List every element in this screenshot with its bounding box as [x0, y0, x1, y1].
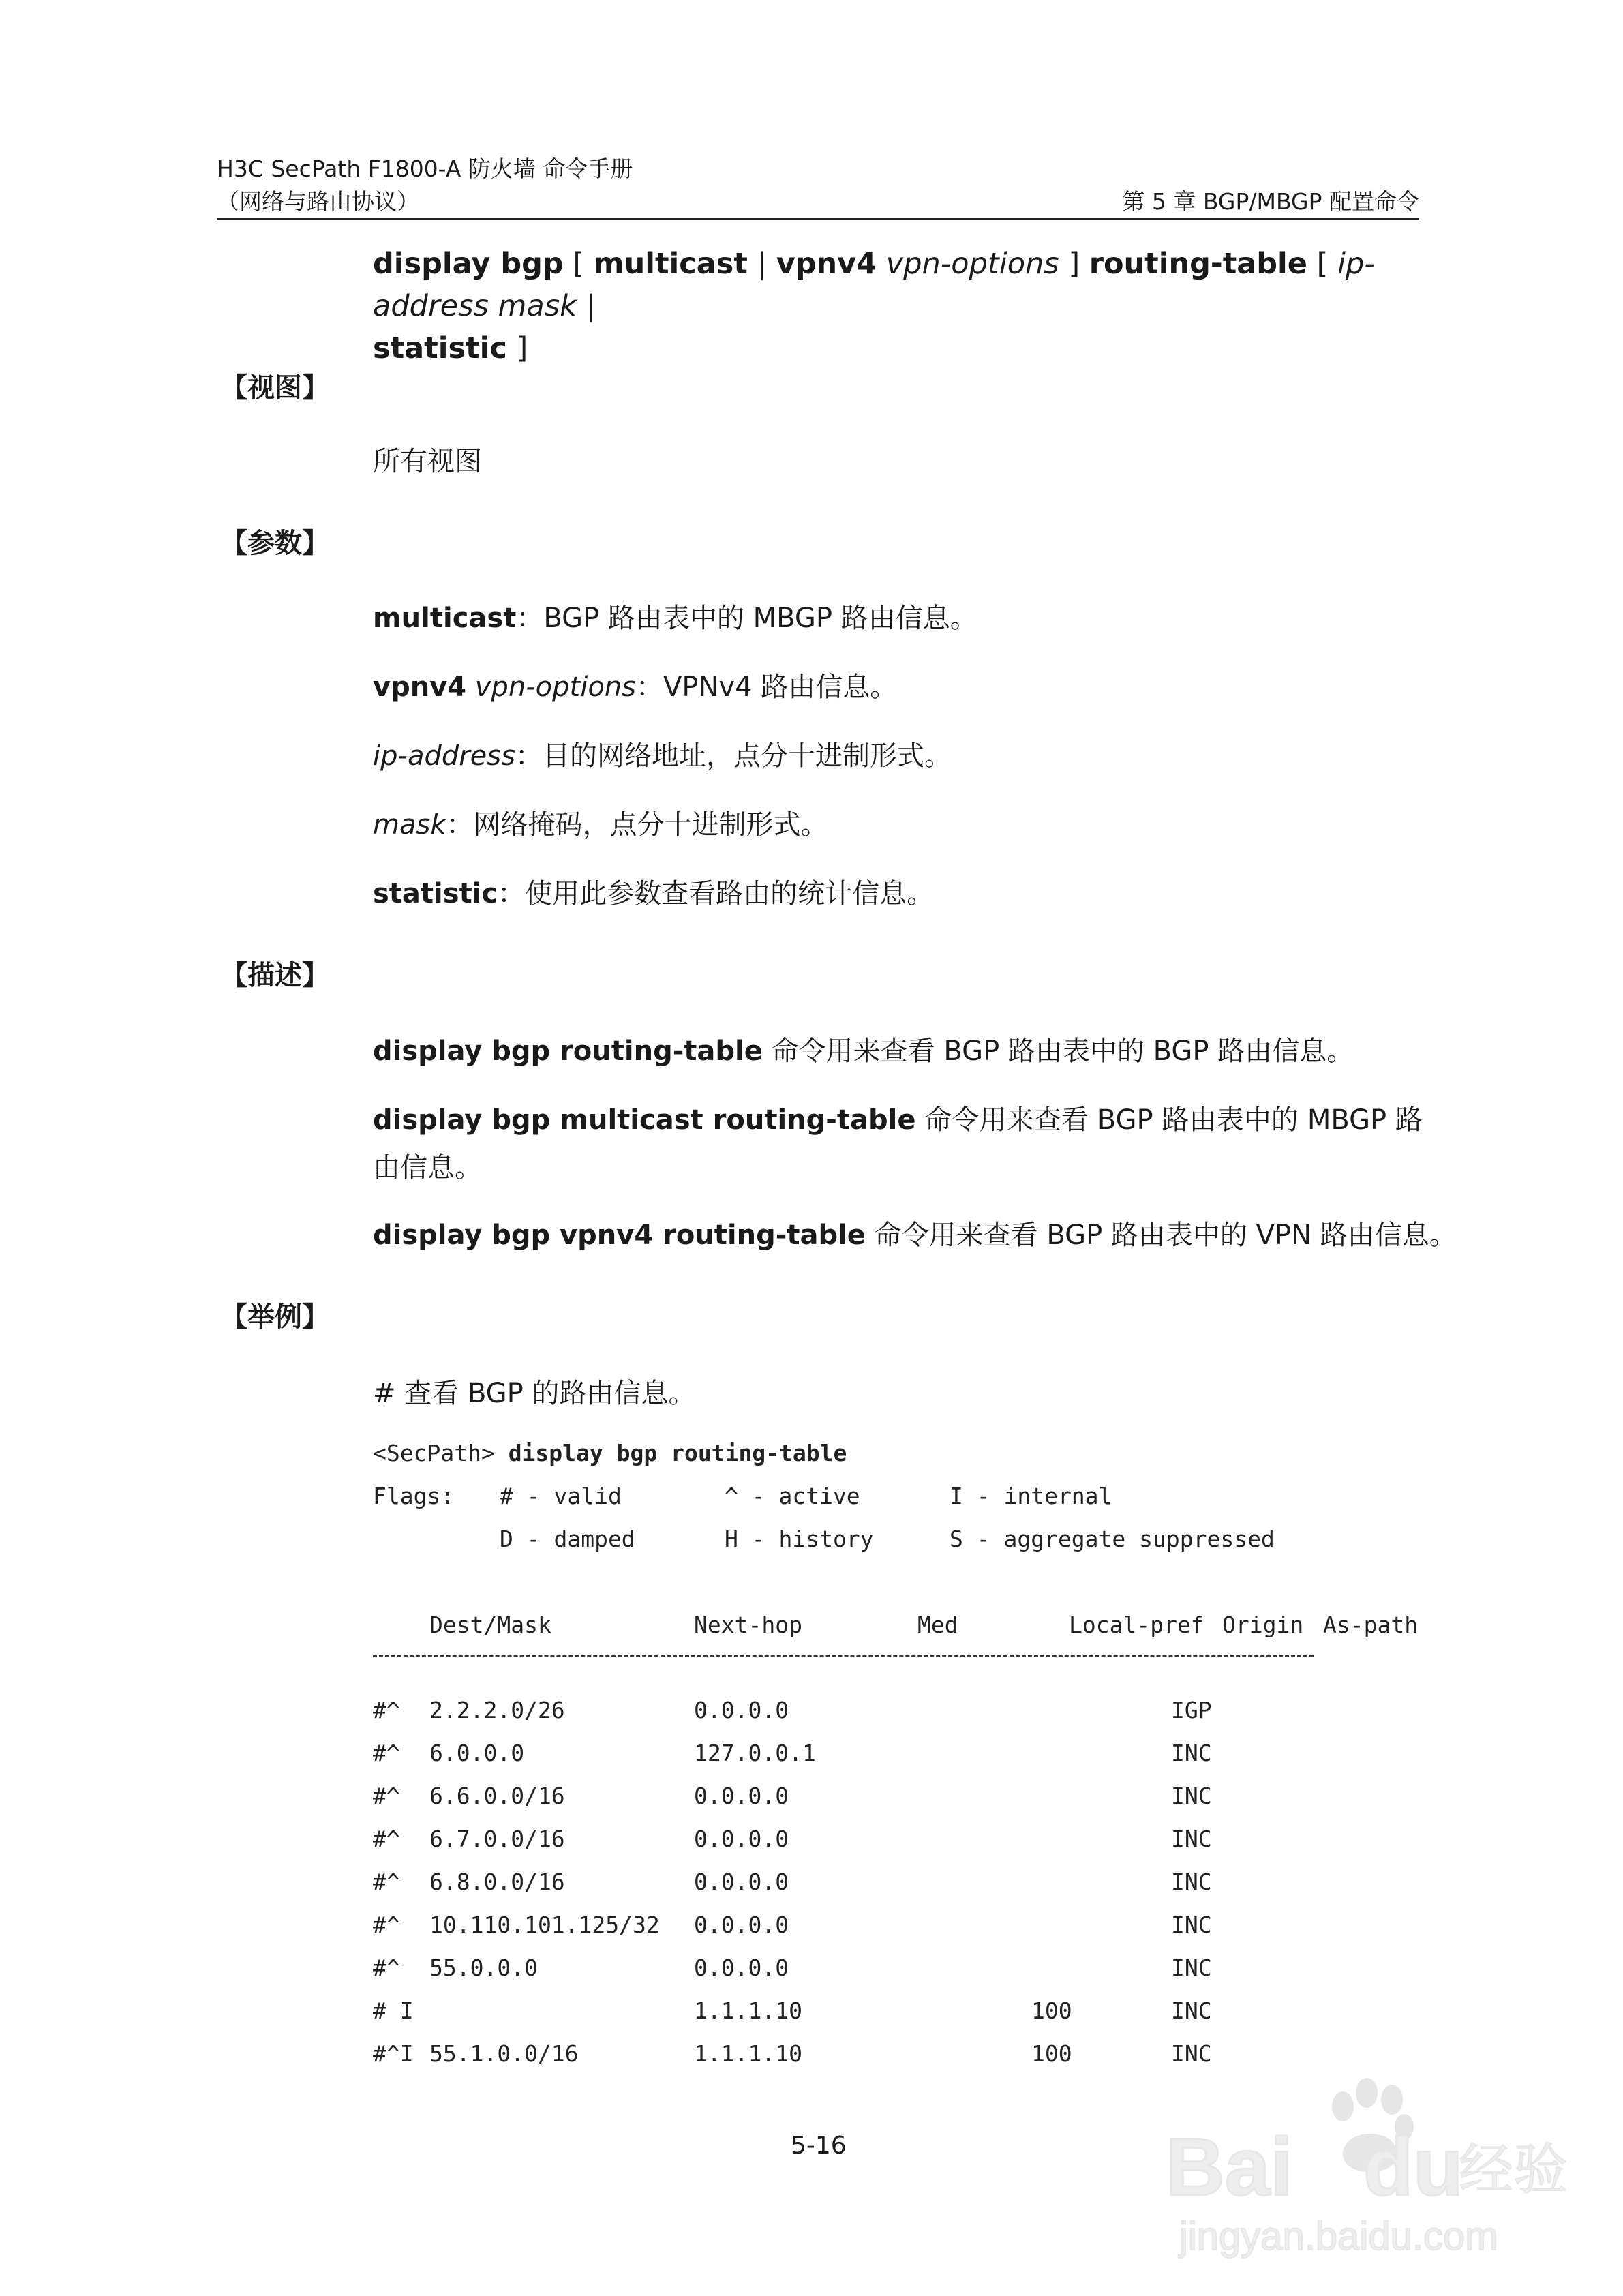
flag-active: ^ - active — [725, 1483, 860, 1509]
route-origin: INC — [1171, 1997, 1212, 2024]
col-local-pref: Local-pref — [1069, 1612, 1204, 1638]
view-text: 所有视图 — [373, 446, 482, 477]
command-syntax — [373, 243, 1423, 369]
param-sep: ： — [635, 671, 663, 703]
route-origin: INC — [1171, 2040, 1212, 2067]
desc-text: 命令用来查看 BGP 路由表中的 VPN 路由信息。 — [865, 1220, 1457, 1251]
svg-text:du: du — [1363, 2121, 1463, 2213]
flag-valid: # - valid — [500, 1483, 622, 1509]
desc-cmd: display bgp vpnv4 routing-table — [373, 1220, 866, 1251]
param-text: VPNv4 路由信息。 — [663, 671, 898, 703]
route-next-hop: 127.0.0.1 — [694, 1740, 816, 1766]
param-name: multicast — [373, 603, 517, 634]
svg-text:jingyan.baidu.com: jingyan.baidu.com — [1179, 2214, 1498, 2259]
param-extra: vpn-options — [466, 671, 636, 703]
route-flag: #^ — [373, 1783, 400, 1809]
header-rule — [217, 218, 1419, 220]
route-next-hop: 1.1.1.10 — [694, 2040, 802, 2067]
terminal-command: display bgp routing-table — [508, 1440, 847, 1466]
param-sep: ： — [446, 809, 474, 841]
route-origin: INC — [1171, 1912, 1212, 1938]
route-origin: INC — [1171, 1954, 1212, 1981]
route-flag: #^ — [373, 1740, 400, 1766]
route-dest: 2.2.2.0/26 — [429, 1697, 565, 1723]
syntax-bracket: [ — [563, 247, 594, 281]
svg-text:Bai: Bai — [1166, 2121, 1293, 2213]
table-divider — [373, 1655, 1314, 1657]
route-flag: #^ — [373, 1954, 400, 1981]
section-params: 【参数】 — [220, 528, 329, 559]
section-view: 【视图】 — [220, 372, 329, 404]
route-origin: INC — [1171, 1740, 1212, 1766]
param-mask — [373, 805, 828, 845]
route-next-hop: 0.0.0.0 — [694, 1826, 789, 1852]
route-flag: #^ — [373, 1869, 400, 1895]
col-dest-mask: Dest/Mask — [429, 1612, 551, 1638]
section-example: 【举例】 — [220, 1301, 329, 1333]
route-dest: 55.1.0.0/16 — [429, 2040, 579, 2067]
syntax-display-bgp: display bgp — [373, 247, 564, 281]
syntax-multicast: multicast — [593, 247, 748, 281]
baidu-watermark-logo — [1159, 2059, 1568, 2263]
route-origin: INC — [1171, 1869, 1212, 1895]
route-next-hop: 0.0.0.0 — [694, 1869, 789, 1895]
syntax-statistic: statistic — [373, 331, 507, 365]
header-subtitle: （网络与路由协议） — [217, 188, 419, 215]
route-origin: IGP — [1171, 1697, 1212, 1723]
col-origin: Origin — [1222, 1612, 1304, 1638]
svg-text:经验: 经验 — [1459, 2138, 1568, 2201]
section-desc: 【描述】 — [220, 960, 329, 991]
desc-cmd: display bgp routing-table — [373, 1036, 763, 1067]
route-local-pref: 100 — [1031, 1997, 1072, 2024]
param-name: mask — [373, 809, 446, 841]
terminal-prompt: <SecPath> — [373, 1440, 509, 1466]
param-name: ip-address — [373, 740, 515, 772]
route-local-pref: 100 — [1031, 2040, 1072, 2067]
route-flag: # I — [373, 1997, 414, 2024]
syntax-bracket-close: ] — [1059, 247, 1089, 281]
route-origin: INC — [1171, 1826, 1212, 1852]
flag-internal: I - internal — [950, 1483, 1112, 1509]
route-dest: 6.8.0.0/16 — [429, 1869, 565, 1895]
flag-history: H - history — [725, 1526, 874, 1552]
flag-aggregate-suppressed: S - aggregate suppressed — [950, 1526, 1275, 1552]
route-dest: 55.0.0.0 — [429, 1954, 538, 1981]
desc-cmd: display bgp multicast routing-table — [373, 1104, 916, 1136]
syntax-space — [877, 247, 886, 281]
syntax-bracket-close2: ] — [506, 331, 528, 365]
param-multicast — [373, 599, 977, 638]
param-sep: ： — [498, 878, 526, 909]
col-next-hop: Next-hop — [694, 1612, 802, 1638]
terminal-command-line — [373, 1440, 847, 1467]
param-text: 网络掩码，点分十进制形式。 — [473, 809, 828, 841]
param-text: 目的网络地址，点分十进制形式。 — [542, 740, 952, 772]
route-next-hop: 0.0.0.0 — [694, 1783, 789, 1809]
route-flag: #^ — [373, 1912, 400, 1938]
param-text: BGP 路由表中的 MBGP 路由信息。 — [543, 603, 977, 634]
route-dest: 6.6.0.0/16 — [429, 1783, 565, 1809]
desc-text: 命令用来查看 BGP 路由表中的 BGP 路由信息。 — [762, 1036, 1354, 1067]
header-chapter: 第 5 章 BGP/MBGP 配置命令 — [1122, 188, 1419, 215]
route-flag: #^ — [373, 1697, 400, 1723]
desc-vpnv4-routing-table — [373, 1215, 1457, 1255]
syntax-ip-mask: ip-address mask — [373, 247, 1375, 323]
desc-routing-table — [373, 1031, 1354, 1071]
param-name: statistic — [373, 878, 498, 909]
param-name: vpnv4 — [373, 671, 467, 703]
route-dest: 10.110.101.125/32 — [429, 1912, 660, 1938]
route-flag: #^I — [373, 2040, 414, 2067]
param-ip-address — [373, 736, 952, 776]
param-sep: ： — [515, 740, 543, 772]
route-next-hop: 0.0.0.0 — [694, 1954, 789, 1981]
syntax-pipe2: | — [577, 289, 596, 323]
flags-label: Flags: — [373, 1483, 455, 1509]
example-intro: # 查看 BGP 的路由信息。 — [373, 1378, 696, 1409]
route-next-hop: 0.0.0.0 — [694, 1697, 789, 1723]
desc-multicast-routing-table — [373, 1096, 1423, 1192]
route-origin: INC — [1171, 1783, 1212, 1809]
syntax-vpnv4: vpnv4 — [776, 247, 877, 281]
syntax-bracket-open2: [ — [1307, 247, 1338, 281]
syntax-routing-table: routing-table — [1089, 247, 1307, 281]
header-title: H3C SecPath F1800-A 防火墙 命令手册 — [217, 155, 633, 182]
param-sep: ： — [516, 603, 544, 634]
route-flag: #^ — [373, 1826, 400, 1852]
page-number: 5-16 — [791, 2132, 847, 2160]
route-dest: 6.0.0.0 — [429, 1740, 525, 1766]
param-statistic — [373, 874, 934, 913]
syntax-vpn-options: vpn-options — [885, 247, 1059, 281]
route-next-hop: 0.0.0.0 — [694, 1912, 789, 1938]
desc-text: 命令用来查看 BGP 路由表中的 MBGP 路由信息。 — [373, 1104, 1423, 1183]
route-next-hop: 1.1.1.10 — [694, 1997, 802, 2024]
route-dest: 6.7.0.0/16 — [429, 1826, 565, 1852]
flag-damped: D - damped — [500, 1526, 635, 1552]
syntax-pipe: | — [747, 247, 776, 281]
param-text: 使用此参数查看路由的统计信息。 — [525, 878, 935, 909]
col-med: Med — [917, 1612, 958, 1638]
col-as-path: As-path — [1323, 1612, 1419, 1638]
param-vpnv4 — [373, 667, 897, 707]
